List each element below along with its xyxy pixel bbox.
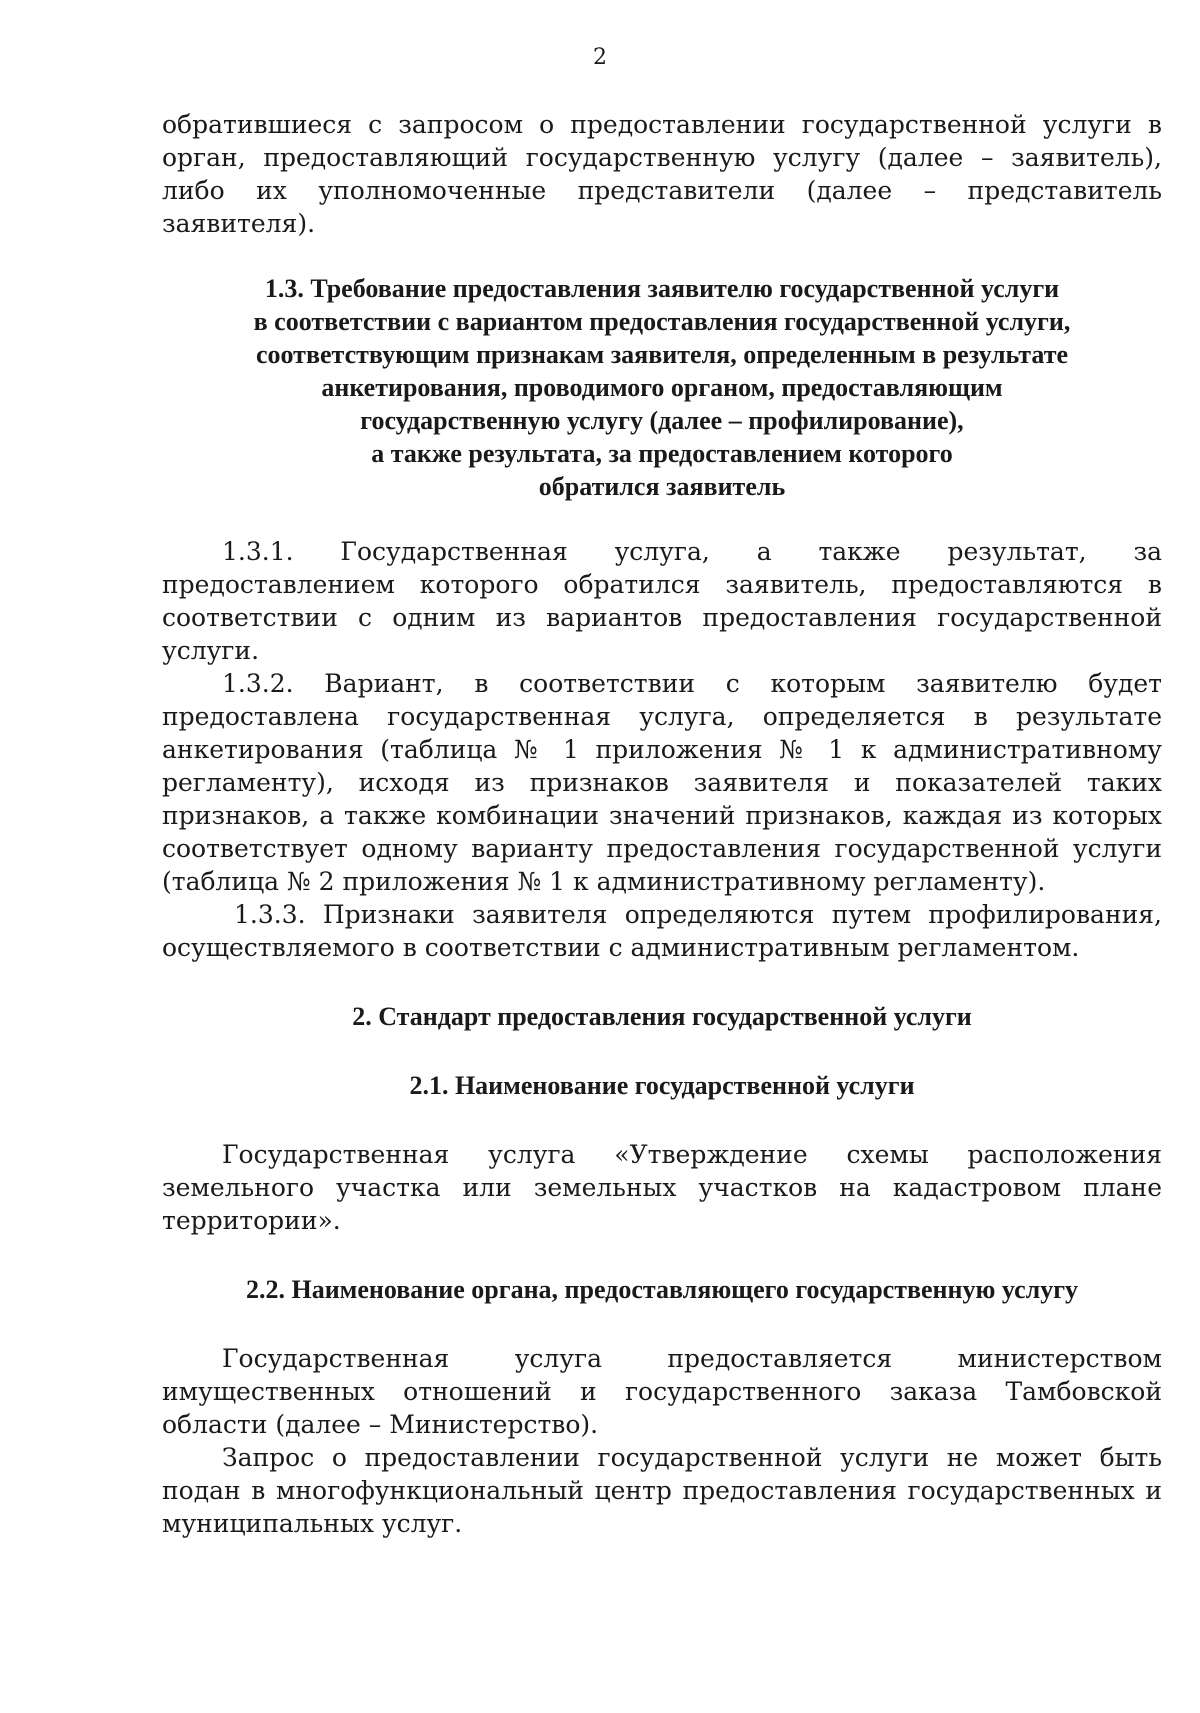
- heading-line: анкетирования, проводимого органом, предоставляющим: [321, 373, 1003, 402]
- heading-line: в соответствии с вариантом предоставления государственной услуги,: [253, 307, 1071, 336]
- section-1-3-heading: [162, 272, 1162, 503]
- heading-line: а также результата, за предоставлением которого: [371, 439, 953, 468]
- heading-line: государственную услугу (далее – профилирование),: [360, 406, 964, 435]
- paragraph-1-3-3: 1.3.3. Признаки заявителя определяются путем профилирования, осуществляемого в соответствии с административным регламентом.: [162, 900, 1162, 962]
- document-body: [162, 108, 1162, 1540]
- section-2-2-heading: 2.2. Наименование органа, предоставляющего государственную услугу: [245, 1275, 1079, 1304]
- paragraph-1-3-2: 1.3.2. Вариант, в соответствии с которым заявителю будет предоставлена государственная услуга, определяется в результате анкетирования (таблица № 1 приложения № 1 к административному регламенту), исходя из признаков заявителя и показателей таких признаков, а также комбинации значений признаков, каждая из которых соответствует одному варианту предоставления государственной услуги (таблица № 2 приложения № 1 к административному регламенту).: [162, 669, 1162, 896]
- intro-paragraph: обратившиеся с запросом о предоставлении государственной услуги в орган, предоставляющий государственную услугу (далее – заявитель), либо их уполномоченные представители (далее – представитель заявителя).: [162, 110, 1162, 238]
- section-2-heading: 2. Стандарт предоставления государственной услуги: [352, 1002, 972, 1031]
- heading-line: соответствующим признакам заявителя, определенным в результате: [255, 340, 1069, 369]
- paragraph-2-2-2: Запрос о предоставлении государственной услуги не может быть подан в многофункциональный центр предоставления государственных и муниципальных услуг.: [162, 1443, 1162, 1538]
- heading-line: обратился заявитель: [538, 472, 786, 501]
- paragraph-2-1: Государственная услуга «Утверждение схемы расположения земельного участка или земельных участков на кадастровом плане территории».: [162, 1140, 1162, 1235]
- paragraph-1-3-1: 1.3.1. Государственная услуга, а также результат, за предоставлением которого обратился заявитель, предоставляются в соответствии с одним из вариантов предоставления государственной услуги.: [162, 537, 1162, 665]
- paragraph-2-2-1: Государственная услуга предоставляется министерством имущественных отношений и государственного заказа Тамбовской области (далее – Министерство).: [162, 1344, 1162, 1439]
- heading-line: 1.3. Требование предоставления заявителю государственной услуги: [264, 274, 1060, 303]
- section-2-1-heading: 2.1. Наименование государственной услуги: [409, 1071, 915, 1100]
- page-number: 2: [593, 45, 607, 70]
